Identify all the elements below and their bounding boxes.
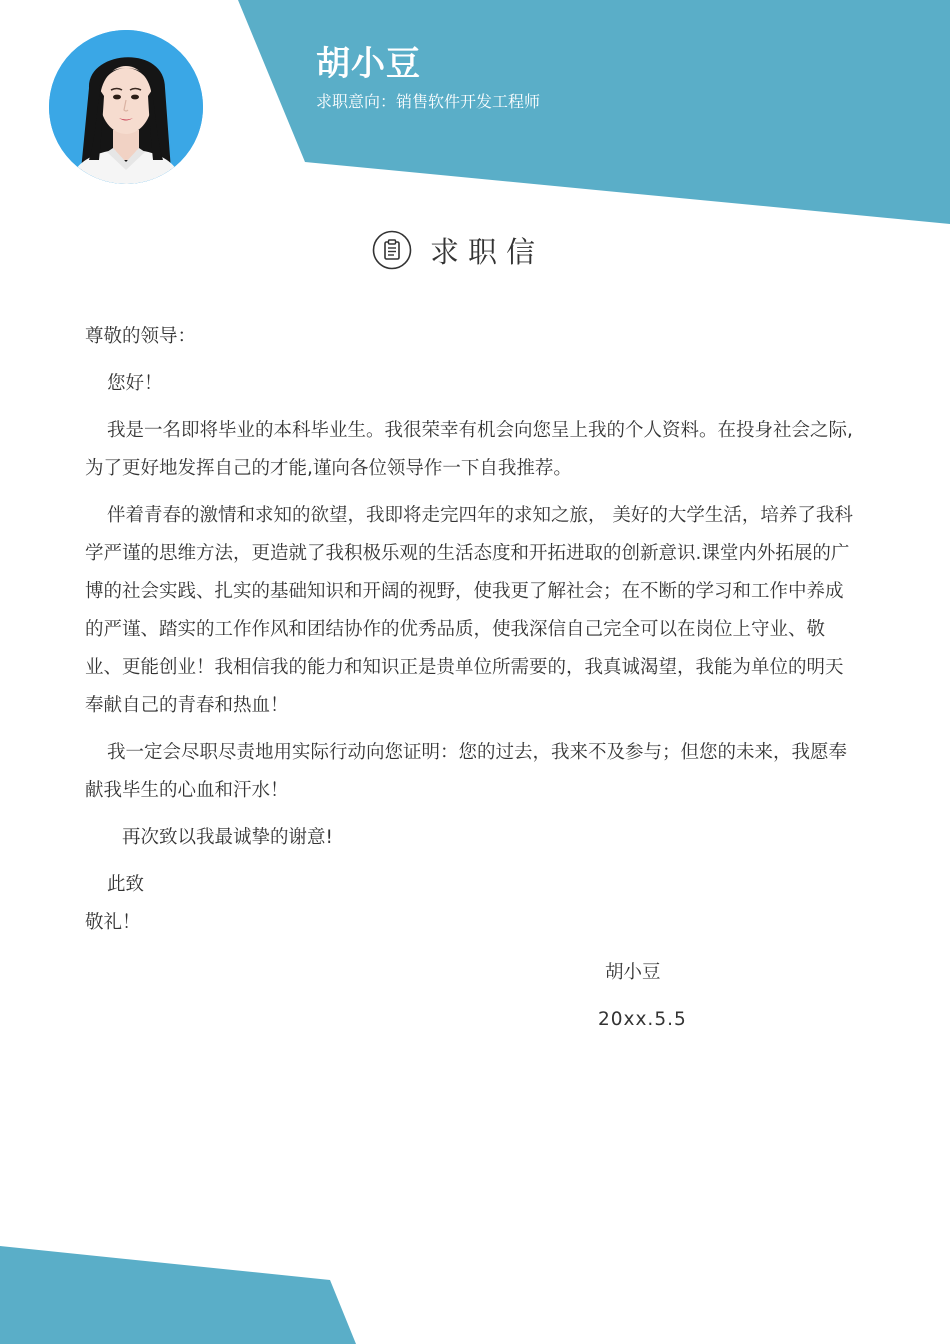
footer-banner [0, 1246, 356, 1344]
letter-paragraph: 伴着青春的激情和求知的欲望，我即将走完四年的求知之旅， 美好的大学生活，培养了我科学严谨的思维方法，更造就了我积极乐观的生活态度和开拓进取的创新意识.课堂内外拓展的广博的社会实践、扎实的基础知识和开阔的视野，使我更了解社会；在不断的学习和工作中养成的严谨、踏实的工作作风和团结协作的优秀品质，使我深信自己完全可以在岗位上守业、敬业、更能创业！我相信我的能力和知识正是贵单位所需要的，我真诚渴望，我能为单位的明天奉献自己的青春和热血！ [85, 505, 853, 716]
header-banner [238, 0, 950, 224]
letter-paragraph: 我一定会尽职尽责地用实际行动向您证明：您的过去，我来不及参与；但您的未来，我愿奉献我毕生的心血和汗水！ [85, 742, 848, 801]
letter-regards: 敬礼！ [85, 912, 141, 933]
letter-paragraph: 我是一名即将毕业的本科毕业生。我很荣幸有机会向您呈上我的个人资料。在投身社会之际,为了更好地发挥自己的才能,谨向各位领导作一下自我推荐。 [85, 420, 853, 479]
page-title: 求职信 [430, 234, 545, 269]
letter-body [85, 318, 860, 942]
document-heading [372, 226, 544, 274]
letter-hello: 您好！ [107, 373, 163, 394]
letter-greeting: 尊敬的领导： [85, 326, 197, 347]
letter-salutation: 此致 [107, 874, 145, 895]
signature-name: 胡小豆 [605, 962, 661, 983]
avatar [46, 27, 206, 187]
profile-photo [49, 30, 203, 184]
signature-date: 20xx.5.5 [598, 1009, 687, 1030]
letter-thanks: 再次致以我最诚挚的谢意! [122, 827, 333, 848]
job-intent: 求职意向：销售软件开发工程师 [316, 92, 541, 111]
clipboard-icon [372, 230, 412, 270]
applicant-name: 胡小豆 [316, 44, 421, 84]
